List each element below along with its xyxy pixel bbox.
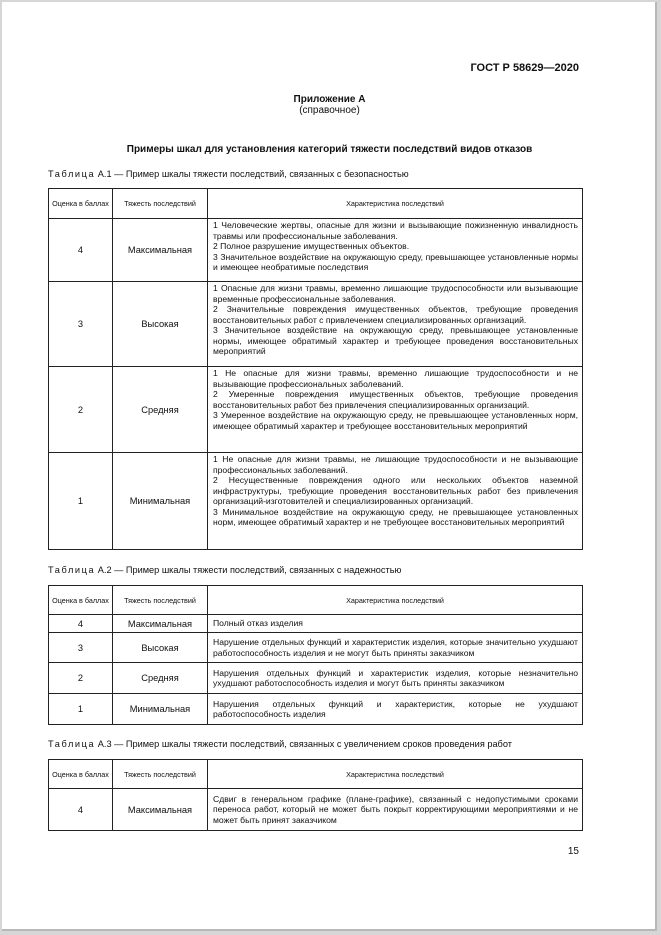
table-a1 [48, 188, 583, 550]
severity-cell: Максимальная [113, 615, 208, 633]
column-header-description: Характеристика последствий [208, 760, 583, 789]
description-line: Нарушения отдельных функций и характеристик изделия, которые незначительно ухудшают работоспособность изделия и могут быть приняты заказчиком [213, 667, 578, 688]
description-cell [208, 367, 583, 453]
table-row [49, 663, 583, 694]
table-row [49, 453, 583, 550]
description-cell [208, 694, 583, 725]
description-cell [208, 663, 583, 694]
description-line: 1 Опасные для жизни травмы, временно лишающие трудоспособности или вызывающие временные профессиональные заболевания. [213, 283, 578, 304]
description-line: Сдвиг в генеральном графике (плане-графике), связанный с недопустимыми сроками переноса работ, который не может быть покрыт корректирующими мероприятиями и не может быть принят заказчиком [213, 793, 578, 825]
description-cell [208, 789, 583, 831]
severity-cell: Средняя [113, 663, 208, 694]
document-page [2, 2, 657, 931]
description-line: 1 Не опасные для жизни травмы, не лишающие трудоспособности и не вызывающие профессиональных заболеваний. [213, 454, 578, 475]
table-row [49, 219, 583, 282]
severity-cell: Высокая [113, 633, 208, 663]
description-line: 1 Не опасные для жизни травмы, временно лишающие трудоспособности и не вызывающие профессиональных заболеваний. [213, 368, 578, 389]
description-line: 3 Значительное воздействие на окружающую среду, превышающее установленные нормы и имеющее необратимые последствия [213, 251, 578, 272]
score-cell: 4 [49, 615, 113, 633]
table-label: Таблица [48, 565, 96, 575]
severity-cell: Максимальная [113, 789, 208, 831]
description-line: 2 Полное разрушение имущественных объектов. [213, 241, 410, 251]
score-cell: 1 [49, 453, 113, 550]
score-cell: 3 [49, 282, 113, 367]
column-header-severity: Тяжесть последствий [113, 189, 208, 219]
score-cell: 4 [49, 789, 113, 831]
table-label: Таблица [48, 739, 96, 749]
description-line: 1 Человеческие жертвы, опасные для жизни и вызывающие пожизненную инвалидность травмы или профессиональные заболевания. [213, 220, 578, 241]
table-header-row [49, 189, 583, 219]
table-row [49, 789, 583, 831]
description-line: 3 Значительное воздействие на окружающую среду, превышающее установленные нормы, имеющее обратимый характер и требующее проведения восстановительных мероприятий [213, 325, 578, 356]
annex-subtitle: (справочное) [299, 105, 360, 116]
description-cell [208, 453, 583, 550]
table-row [49, 615, 583, 633]
description-cell [208, 282, 583, 367]
description-cell [208, 633, 583, 663]
table-header-row [49, 760, 583, 789]
score-cell: 2 [49, 663, 113, 694]
table-row [49, 694, 583, 725]
table-caption-text: А.3 — Пример шкалы тяжести последствий, связанных с увеличением сроков проведения работ [97, 739, 512, 749]
column-header-score: Оценка в баллах [49, 189, 113, 219]
description-line: Полный отказ изделия [213, 618, 303, 629]
column-header-description: Характеристика последствий [208, 586, 583, 615]
score-cell: 3 [49, 633, 113, 663]
description-line: 3 Умеренное воздействие на окружающую среду, не превышающее установленных норм, имеющее обратимый характер и требующее восстановительных мероприятий [213, 410, 578, 431]
severity-cell: Максимальная [113, 219, 208, 282]
table-label: Таблица [48, 169, 96, 179]
standard-code: ГОСТ Р 58629—2020 [470, 62, 579, 74]
description-line: 2 Значительные повреждения имущественных объектов, требующие проведения восстановительных работ с привлечением специализированных организаций. [213, 304, 578, 325]
description-line: 2 Умеренные повреждения имущественных объектов, требующие проведения восстановительных работ без привлечения специализированных организаций. [213, 389, 578, 410]
description-line: 2 Несущественные повреждения одного или нескольких объектов наземной инфраструктуры, требующие проведения восстановительных работ без привлечения организаций-изготовителей и специализированных организаций. [213, 475, 578, 506]
page-number: 15 [567, 846, 579, 857]
table-caption-text: А.1 — Пример шкалы тяжести последствий, связанных с безопасностью [97, 169, 409, 179]
description-line: Нарушения отдельных функций и характеристик, которые не ухудшают работоспособность изделия [213, 698, 578, 719]
table-caption-a2 [48, 565, 401, 575]
table-caption-a1 [48, 169, 409, 179]
column-header-severity: Тяжесть последствий [113, 586, 208, 615]
table-a3 [48, 759, 583, 831]
score-cell: 4 [49, 219, 113, 282]
column-header-severity: Тяжесть последствий [113, 760, 208, 789]
table-a2 [48, 585, 583, 725]
description-cell [208, 219, 583, 282]
description-line: Нарушение отдельных функций и характеристик изделия, которые значительно ухудшают работоспособность изделия и не могут быть приняты заказчиком [213, 637, 578, 658]
score-cell: 2 [49, 367, 113, 453]
severity-cell: Высокая [113, 282, 208, 367]
table-header-row [49, 586, 583, 615]
table-caption-a3 [48, 739, 512, 749]
table-row [49, 367, 583, 453]
severity-cell: Минимальная [113, 453, 208, 550]
severity-cell: Минимальная [113, 694, 208, 725]
table-row [49, 282, 583, 367]
column-header-score: Оценка в баллах [49, 586, 113, 615]
table-row [49, 633, 583, 663]
column-header-score: Оценка в баллах [49, 760, 113, 789]
annex-title: Приложение А [293, 94, 366, 105]
annex-heading [2, 94, 657, 116]
severity-cell: Средняя [113, 367, 208, 453]
score-cell: 1 [49, 694, 113, 725]
table-caption-text: А.2 — Пример шкалы тяжести последствий, связанных с надежностью [97, 565, 402, 575]
description-line: 3 Минимальное воздействие на окружающую среду, не превышающее установленных норм, имеющее обратимый характер и не требующее восстановительных мероприятий [213, 506, 578, 527]
description-cell [208, 615, 583, 633]
main-title: Примеры шкал для установления категорий тяжести последствий видов отказов [126, 144, 533, 155]
column-header-description: Характеристика последствий [208, 189, 583, 219]
